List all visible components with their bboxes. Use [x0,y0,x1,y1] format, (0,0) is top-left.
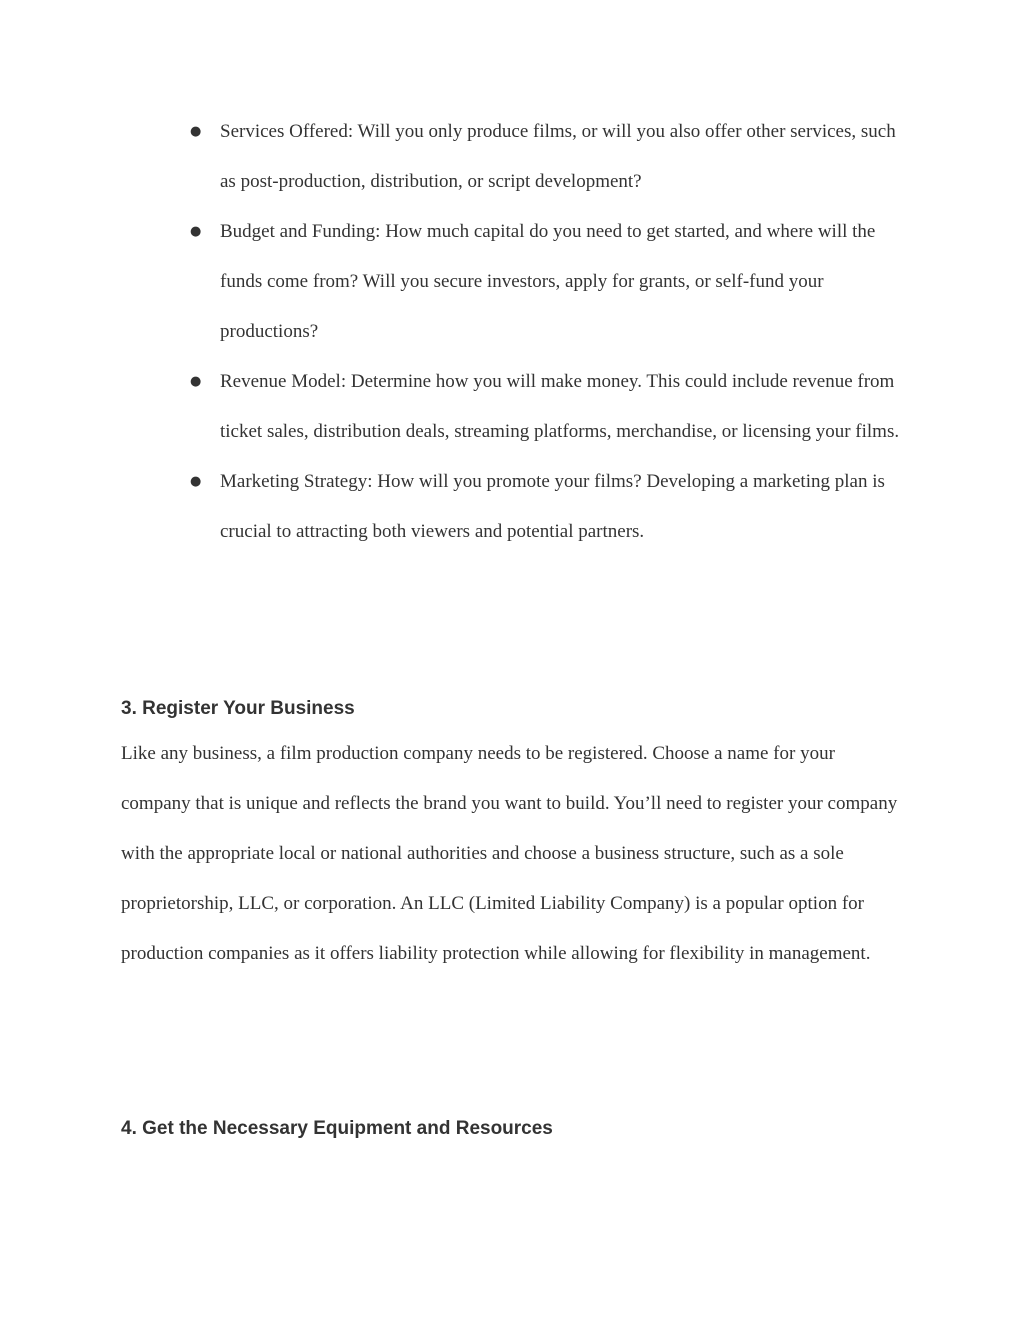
bullet-marker: ● [190,124,202,139]
bullet-item-services [190,107,910,207]
section-heading-register: 3. Register Your Business [121,698,355,719]
bullet-list [190,107,910,557]
bullet-marker: ● [190,374,202,389]
bullet-text: Revenue Model: Determine how you will make money. This could include revenue from ticket sales, distribution deals, streaming platforms, merchandise, or licensing your films. [220,371,900,442]
bullet-marker: ● [190,474,202,489]
bullet-text: Marketing Strategy: How will you promote your films? Developing a marketing plan is crucial to attracting both viewers and potential partners. [220,471,885,542]
section-heading-equipment: 4. Get the Necessary Equipment and Resources [121,1118,553,1139]
bullet-marker: ● [190,224,202,239]
bullet-item-marketing [190,457,910,557]
section-paragraph-register: Like any business, a film production company needs to be registered. Choose a name for your company that is unique and reflects the brand you want to build. You’ll need to register your company with the appropriate local or national authorities and choose a business structure, such as a sole proprietorship, LLC, or corporation. An LLC (Limited Liability Company) is a popular option for production companies as it offers liability protection while allowing for flexibility in management. [121,743,898,964]
bullet-item-revenue [190,357,910,457]
bullet-text: Services Offered: Will you only produce films, or will you also offer other services, such as post-production, distribution, or script development? [220,121,896,192]
bullet-item-budget [190,207,910,357]
bullet-text: Budget and Funding: How much capital do you need to get started, and where will the funds come from? Will you secure investors, apply for grants, or self-fund your productions? [220,221,876,342]
